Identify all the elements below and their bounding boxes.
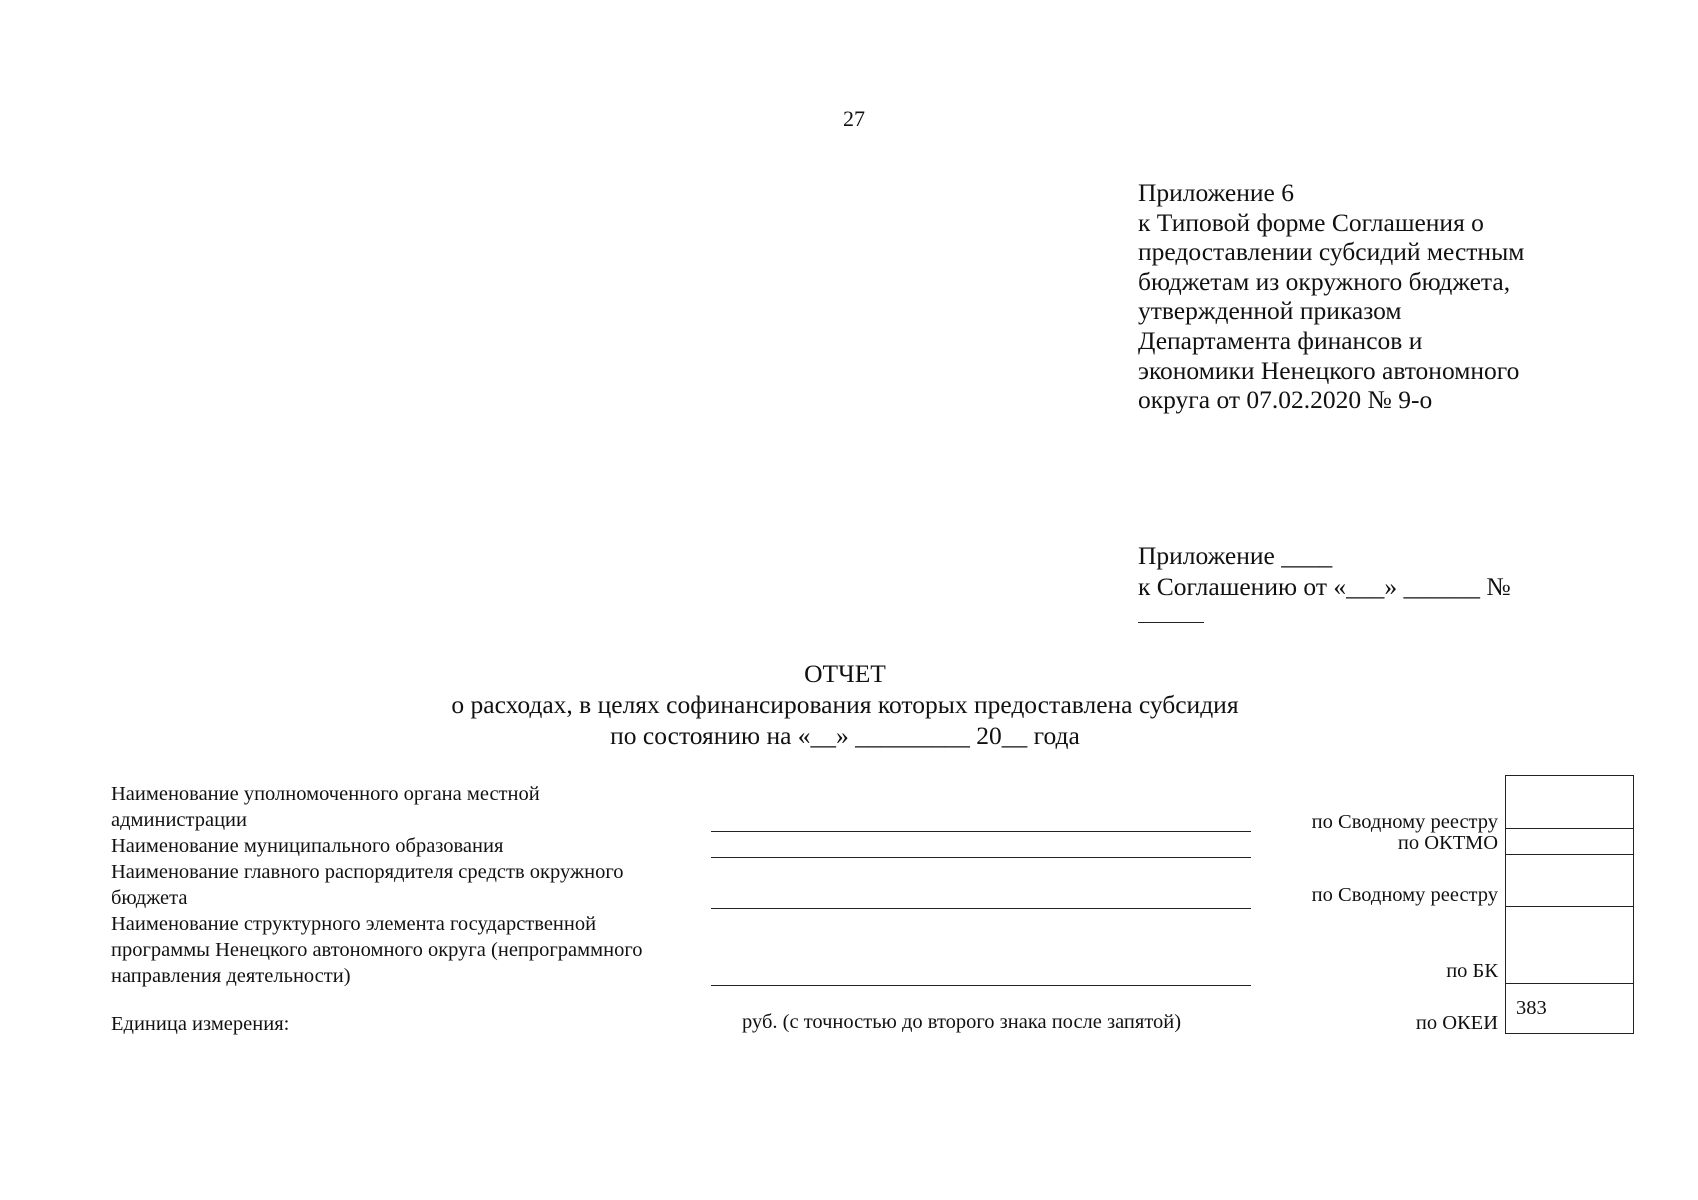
agreement-reference (1138, 540, 1598, 623)
fill-line-budget-manager[interactable] (711, 908, 1251, 909)
code-cell-bk[interactable] (1506, 907, 1633, 984)
code-label: по Сводному реестру (1311, 811, 1498, 833)
form-row-label-line: бюджета (111, 887, 188, 909)
report-heading (300, 658, 1390, 751)
report-subtitle: о расходах, в целях софинансирования которых предоставлена субсидия (451, 690, 1239, 719)
appendix-line: бюджетам из окружного бюджета, (1138, 266, 1511, 296)
form-row-label-line: Наименование уполномоченного органа местной (111, 783, 540, 805)
appendix-line: предоставлении субсидий местным (1138, 237, 1525, 267)
form-row-label (111, 911, 731, 989)
form-row-label-line: программы Ненецкого автономного округа (непрограммного (111, 939, 643, 961)
unit-label: Единица измерения: (111, 1013, 290, 1035)
form-row-label (111, 833, 731, 859)
form-row-label (111, 859, 731, 911)
appendix-line: Департамента финансов и (1138, 325, 1423, 355)
code-cell-registry[interactable] (1506, 776, 1633, 829)
fill-line-municipality[interactable] (711, 857, 1251, 858)
appendix-line: к Типовой форме Соглашения о (1138, 207, 1484, 237)
page-number: 27 (843, 106, 865, 131)
unit-value: руб. (с точностью до второго знака после запятой) (742, 1011, 1182, 1033)
appendix-line: Приложение 6 (1138, 178, 1294, 207)
appendix-reference (1138, 178, 1598, 415)
form-row-label-line: направления деятельности) (111, 965, 351, 987)
report-date-line: по состоянию на «__» _________ 20__ года (610, 721, 1080, 750)
report-title: ОТЧЕТ (804, 659, 886, 688)
code-cell-okei[interactable]: 383 (1516, 997, 1547, 1019)
form-row-label-line: администрации (111, 809, 247, 831)
code-cell-registry-2[interactable] (1506, 855, 1633, 907)
appendix-line: экономики Ненецкого автономного (1138, 355, 1520, 385)
appendix-line: округа от 07.02.2020 № 9-о (1138, 385, 1433, 415)
code-label: по ОКТМО (1397, 832, 1498, 854)
agreement-date-line: к Соглашению от «___» ______ № (1138, 572, 1511, 601)
code-label: по Сводному реестру (1311, 884, 1498, 906)
form-row-label-line: Наименование муниципального образования (111, 835, 504, 857)
code-label: по ОКЕИ (1415, 1012, 1498, 1034)
form-row-label-line: Наименование главного распорядителя средств окружного (111, 861, 624, 883)
code-table (1505, 775, 1634, 1034)
agreement-number-blank (1138, 606, 1204, 623)
form-row-label-line: Наименование структурного элемента государственной (111, 913, 597, 935)
form-row-label (111, 781, 731, 833)
agreement-appendix-line: Приложение ____ (1138, 541, 1333, 570)
appendix-line: утвержденной приказом (1138, 296, 1402, 326)
code-label: по БК (1446, 960, 1498, 982)
fill-line-program-element[interactable] (711, 985, 1251, 986)
fill-line-authority[interactable] (711, 831, 1251, 832)
code-cell-oktmo[interactable] (1506, 829, 1633, 855)
